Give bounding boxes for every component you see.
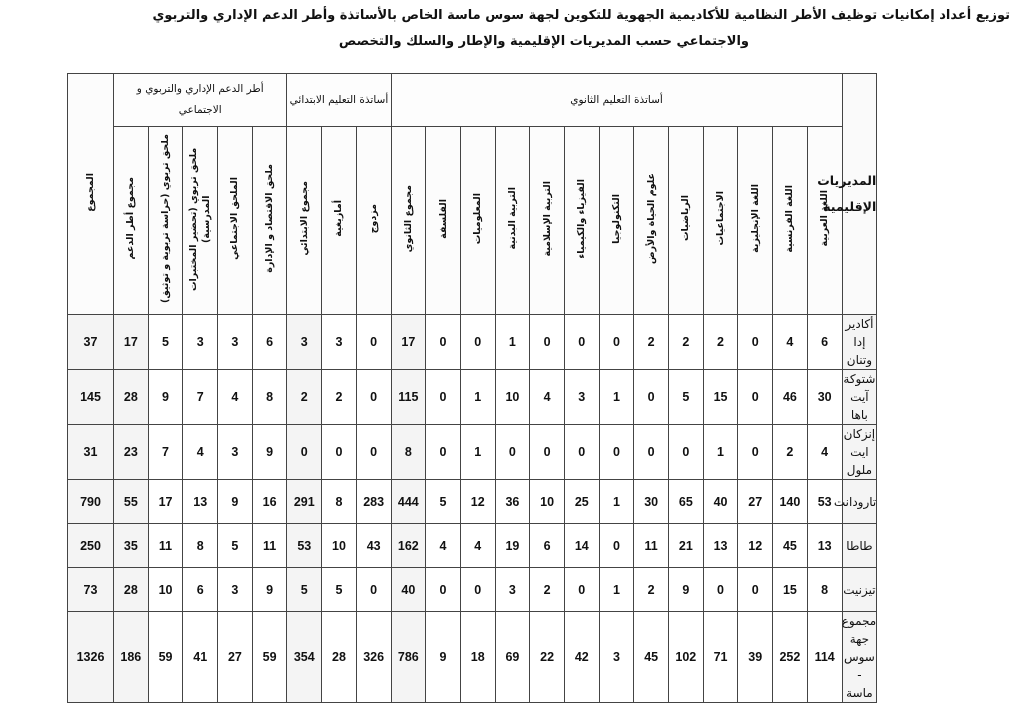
cell-econ-admin: 6 — [252, 315, 287, 370]
cell-pe: 36 — [495, 480, 530, 524]
cell-pe: 69 — [495, 612, 530, 703]
cell-guard-attache: 5 — [148, 315, 183, 370]
cell-support-total: 55 — [114, 480, 149, 524]
table-row — [68, 612, 980, 703]
cell-primary-total: 291 — [287, 480, 322, 524]
cell-bilingual: 326 — [356, 612, 391, 703]
cell-lab-attache: 6 — [183, 568, 218, 612]
cell-social-attache: 3 — [218, 315, 253, 370]
header-group-support: أطر الدعم الإداري والتربوي و الاجتماعي — [114, 74, 287, 127]
cell-social-attache: 27 — [218, 612, 253, 703]
cell-econ-admin: 16 — [252, 480, 287, 524]
cell-support-total: 28 — [114, 370, 149, 425]
cell-econ-admin: 11 — [252, 524, 287, 568]
cell-total: 790 — [68, 480, 114, 524]
cell-primary-total: 0 — [287, 425, 322, 480]
cell-amazigh: 28 — [322, 612, 357, 703]
cell-physics: 3 — [564, 370, 599, 425]
cell-informatics: 0 — [460, 568, 495, 612]
header-lab-attache — [183, 127, 218, 315]
cell-social-attache: 3 — [218, 568, 253, 612]
cell-french: 252 — [773, 612, 808, 703]
cell-physics: 0 — [564, 315, 599, 370]
cell-tech: 1 — [599, 370, 634, 425]
cell-physics: 25 — [564, 480, 599, 524]
cell-amazigh: 2 — [322, 370, 357, 425]
document-title-line-2: والاجتماعي حسب المديريات الإقليمية والإطار والسلك والتخصص — [338, 34, 749, 49]
cell-svt: 2 — [634, 315, 669, 370]
cell-pe: 10 — [495, 370, 530, 425]
cell-social-attache: 4 — [218, 370, 253, 425]
table-body — [68, 315, 980, 703]
cell-math: 9 — [669, 568, 704, 612]
cell-support-total: 35 — [114, 524, 149, 568]
header-french-label: اللغة الفرنسية — [784, 184, 796, 253]
cell-svt: 0 — [634, 370, 669, 425]
cell-total: 31 — [68, 425, 114, 480]
header-social-attache-label: الملحق الاجتماعي — [229, 177, 241, 260]
cell-social: 0 — [703, 568, 738, 612]
cell-french: 45 — [773, 524, 808, 568]
header-islamic — [530, 127, 565, 315]
header-math-label: الرياضيات — [680, 195, 692, 242]
cell-french: 46 — [773, 370, 808, 425]
cell-english: 0 — [738, 315, 773, 370]
cell-svt: 2 — [634, 568, 669, 612]
cell-primary-total: 5 — [287, 568, 322, 612]
cell-informatics: 4 — [460, 524, 495, 568]
header-pe-label: التربية البدنية — [506, 187, 518, 250]
header-informatics-label: المعلوميات — [472, 192, 484, 245]
cell-amazigh: 3 — [322, 315, 357, 370]
header-total — [68, 74, 114, 315]
cell-informatics: 0 — [460, 315, 495, 370]
cell-arabic: 4 — [807, 425, 842, 480]
cell-social-attache: 3 — [218, 425, 253, 480]
cell-philosophy: 0 — [426, 315, 461, 370]
cell-lab-attache: 8 — [183, 524, 218, 568]
header-english — [738, 127, 773, 315]
header-philosophy-label: الفلسفة — [437, 198, 449, 239]
cell-math: 21 — [669, 524, 704, 568]
cell-informatics: 1 — [460, 370, 495, 425]
cell-lab-attache: 3 — [183, 315, 218, 370]
cell-tech: 0 — [599, 425, 634, 480]
region-name: طاطا — [842, 524, 877, 568]
header-amazigh — [322, 127, 357, 315]
cell-physics: 42 — [564, 612, 599, 703]
header-tech-label: التكنولوجيا — [610, 193, 622, 244]
header-guard-attache — [148, 127, 183, 315]
cell-guard-attache: 11 — [148, 524, 183, 568]
cell-math: 102 — [669, 612, 704, 703]
header-group-row — [68, 74, 980, 127]
cell-svt: 11 — [634, 524, 669, 568]
table-row — [68, 370, 980, 425]
cell-svt: 30 — [634, 480, 669, 524]
cell-support-total: 186 — [114, 612, 149, 703]
table-row — [68, 425, 980, 480]
cell-english: 0 — [738, 370, 773, 425]
cell-arabic: 114 — [807, 612, 842, 703]
cell-pe: 19 — [495, 524, 530, 568]
cell-islamic: 10 — [530, 480, 565, 524]
region-name: إنزكان ايت ملول — [842, 425, 877, 480]
cell-tech: 1 — [599, 480, 634, 524]
header-physics — [564, 127, 599, 315]
header-amazigh-label: أمازيغية — [333, 200, 345, 237]
cell-primary-total: 354 — [287, 612, 322, 703]
cell-guard-attache: 9 — [148, 370, 183, 425]
region-name: أكادير إدا وتنان — [842, 315, 877, 370]
cell-social: 2 — [703, 315, 738, 370]
header-econ-admin — [252, 127, 287, 315]
staffing-table — [67, 73, 980, 703]
header-social-attache — [218, 127, 253, 315]
region-name: مجموع جهة سوس - ماسة — [842, 612, 877, 703]
cell-support-total: 23 — [114, 425, 149, 480]
cell-tech: 0 — [599, 524, 634, 568]
table-row — [68, 524, 980, 568]
header-arabic-label: اللغة العربية — [819, 190, 831, 247]
cell-physics: 14 — [564, 524, 599, 568]
cell-guard-attache: 59 — [148, 612, 183, 703]
cell-philosophy: 9 — [426, 612, 461, 703]
header-total-label: المجموع — [85, 172, 96, 212]
header-english-label: اللغة الإنجليزية — [749, 184, 761, 253]
cell-bilingual: 0 — [356, 425, 391, 480]
cell-lab-attache: 41 — [183, 612, 218, 703]
cell-social: 40 — [703, 480, 738, 524]
cell-amazigh: 8 — [322, 480, 357, 524]
cell-arabic: 8 — [807, 568, 842, 612]
header-guard-attache-label: ملحق تربوي (حراسة تربوية و توثيق) — [160, 134, 172, 303]
cell-math: 2 — [669, 315, 704, 370]
cell-primary-total: 2 — [287, 370, 322, 425]
cell-bilingual: 283 — [356, 480, 391, 524]
cell-arabic: 13 — [807, 524, 842, 568]
cell-math: 0 — [669, 425, 704, 480]
cell-islamic: 22 — [530, 612, 565, 703]
cell-pe: 3 — [495, 568, 530, 612]
header-lab-attache-label: ملحق تربوي (تحضير المختبرات المدرسية) — [188, 146, 213, 291]
cell-support-total: 17 — [114, 315, 149, 370]
cell-primary-total: 3 — [287, 315, 322, 370]
cell-total: 1326 — [68, 612, 114, 703]
cell-social: 13 — [703, 524, 738, 568]
cell-total: 37 — [68, 315, 114, 370]
header-social — [703, 127, 738, 315]
cell-islamic: 0 — [530, 425, 565, 480]
cell-philosophy: 0 — [426, 370, 461, 425]
cell-pe: 1 — [495, 315, 530, 370]
cell-french: 2 — [773, 425, 808, 480]
cell-amazigh: 0 — [322, 425, 357, 480]
cell-french: 4 — [773, 315, 808, 370]
region-name: تيزنيت — [842, 568, 877, 612]
cell-bilingual: 0 — [356, 315, 391, 370]
cell-primary-total: 53 — [287, 524, 322, 568]
cell-secondary-total: 786 — [391, 612, 426, 703]
header-secondary-total-label: مجموع الثانوي — [402, 184, 414, 253]
cell-amazigh: 10 — [322, 524, 357, 568]
cell-english: 0 — [738, 568, 773, 612]
header-arabic — [807, 127, 842, 315]
region-name: شتوكة آيت باها — [842, 370, 877, 425]
header-svt-label: علوم الحياة والأرض — [645, 172, 657, 265]
header-support-total-label: مجموع أطر الدعم — [125, 177, 137, 260]
header-bilingual-label: مزدوج — [368, 203, 380, 234]
cell-english: 12 — [738, 524, 773, 568]
cell-arabic: 6 — [807, 315, 842, 370]
header-social-label: الاجتماعيات — [715, 191, 727, 246]
cell-bilingual: 0 — [356, 568, 391, 612]
header-support-total — [114, 127, 149, 315]
cell-bilingual: 0 — [356, 370, 391, 425]
table-row — [68, 568, 980, 612]
cell-econ-admin: 9 — [252, 425, 287, 480]
cell-tech: 1 — [599, 568, 634, 612]
cell-math: 5 — [669, 370, 704, 425]
cell-total: 250 — [68, 524, 114, 568]
header-tech — [599, 127, 634, 315]
header-secondary-total — [391, 127, 426, 315]
cell-secondary-total: 8 — [391, 425, 426, 480]
cell-islamic: 2 — [530, 568, 565, 612]
cell-arabic: 30 — [807, 370, 842, 425]
cell-pe: 0 — [495, 425, 530, 480]
cell-philosophy: 0 — [426, 568, 461, 612]
header-primary-total-label: مجموع الابتدائي — [298, 181, 310, 256]
cell-lab-attache: 13 — [183, 480, 218, 524]
cell-econ-admin: 59 — [252, 612, 287, 703]
header-bilingual — [356, 127, 391, 315]
cell-philosophy: 4 — [426, 524, 461, 568]
cell-physics: 0 — [564, 425, 599, 480]
header-region: المديريات الإقليمية — [842, 74, 877, 315]
cell-islamic: 0 — [530, 315, 565, 370]
cell-arabic: 53 — [807, 480, 842, 524]
cell-informatics: 1 — [460, 425, 495, 480]
cell-secondary-total: 17 — [391, 315, 426, 370]
cell-secondary-total: 40 — [391, 568, 426, 612]
cell-econ-admin: 8 — [252, 370, 287, 425]
cell-physics: 0 — [564, 568, 599, 612]
table-row — [68, 315, 980, 370]
cell-math: 65 — [669, 480, 704, 524]
header-philosophy — [426, 127, 461, 315]
cell-tech: 3 — [599, 612, 634, 703]
document-title-line-1: توزيع أعداد إمكانيات توظيف الأطر النظامية للأكاديمية الجهوية للتكوين لجهة سوس ماسة الخاص بالأساتذة وأطر الدعم الإداري والتربوي — [152, 8, 1010, 23]
header-group-secondary: أساتذة التعليم الثانوي — [391, 74, 842, 127]
cell-informatics: 18 — [460, 612, 495, 703]
cell-guard-attache: 10 — [148, 568, 183, 612]
header-svt — [634, 127, 669, 315]
cell-amazigh: 5 — [322, 568, 357, 612]
cell-svt: 0 — [634, 425, 669, 480]
cell-social: 71 — [703, 612, 738, 703]
cell-social: 15 — [703, 370, 738, 425]
cell-secondary-total: 115 — [391, 370, 426, 425]
cell-english: 27 — [738, 480, 773, 524]
cell-philosophy: 0 — [426, 425, 461, 480]
cell-guard-attache: 17 — [148, 480, 183, 524]
cell-social-attache: 5 — [218, 524, 253, 568]
cell-support-total: 28 — [114, 568, 149, 612]
cell-french: 140 — [773, 480, 808, 524]
header-econ-admin-label: ملحق الاقتصاد و الإدارة — [264, 164, 276, 273]
header-math — [669, 127, 704, 315]
cell-english: 39 — [738, 612, 773, 703]
cell-econ-admin: 9 — [252, 568, 287, 612]
cell-svt: 45 — [634, 612, 669, 703]
region-name: تارودانت — [842, 480, 877, 524]
cell-secondary-total: 162 — [391, 524, 426, 568]
cell-french: 15 — [773, 568, 808, 612]
cell-islamic: 6 — [530, 524, 565, 568]
cell-tech: 0 — [599, 315, 634, 370]
cell-islamic: 4 — [530, 370, 565, 425]
cell-lab-attache: 7 — [183, 370, 218, 425]
cell-total: 145 — [68, 370, 114, 425]
cell-total: 73 — [68, 568, 114, 612]
cell-lab-attache: 4 — [183, 425, 218, 480]
cell-english: 0 — [738, 425, 773, 480]
cell-secondary-total: 444 — [391, 480, 426, 524]
header-informatics — [460, 127, 495, 315]
header-french — [773, 127, 808, 315]
table-row — [68, 480, 980, 524]
header-pe — [495, 127, 530, 315]
header-group-primary: أساتذة التعليم الابتدائي — [287, 74, 391, 127]
cell-guard-attache: 7 — [148, 425, 183, 480]
header-islamic-label: التربية الإسلامية — [541, 180, 553, 257]
cell-informatics: 12 — [460, 480, 495, 524]
cell-social-attache: 9 — [218, 480, 253, 524]
cell-philosophy: 5 — [426, 480, 461, 524]
cell-social: 1 — [703, 425, 738, 480]
header-physics-label: الفيزياء والكيمياء — [576, 178, 588, 259]
cell-bilingual: 43 — [356, 524, 391, 568]
header-primary-total — [287, 127, 322, 315]
